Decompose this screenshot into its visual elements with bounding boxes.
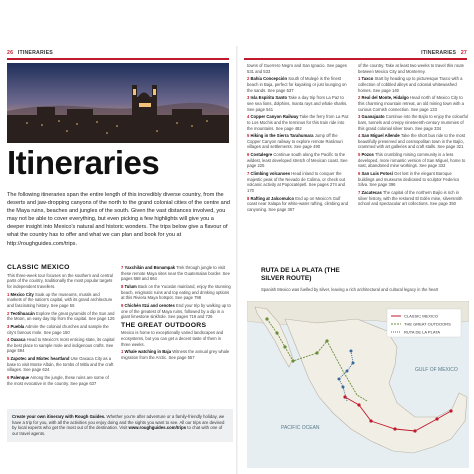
map-label-gulf: GULF OF MEXICO [415, 367, 458, 373]
itinerary-item: 7 Yaxchilán and Bonampak Trek through jungle to visit these remote Maya sites near the Guatemalan border. See pages 668 and 664 [121, 265, 230, 282]
itinerary-item: 3 Isla Espíritu Santo Take a day trip from La Paz to see sea lions, dolphins, manta rays and whale sharks. See page 541 [247, 95, 348, 112]
page-number-left: 26 [7, 50, 14, 56]
running-head-right: ITINERARIES [421, 50, 457, 56]
itinerary-item: 4 San Miguel Allende Take the short bus ride to the most beautifully preserved and cosmopolitan town in the Bajío, crammed with art galleries and craft stalls. See page 321 [358, 133, 466, 150]
itinerary-item: 9 Chichén Itzá and cenotes End your trip by walking up to one of the greatest of Maya ruins, followed by a dip in a giant limestone sinkhole. See pages 719 and 726 [121, 302, 231, 320]
itinerary-map [247, 301, 469, 468]
note-body: Whether you're after adventure or a family-friendly holiday, we have a trip for you, with all the activities you enjoy doing and the sights you want to see. All our trips are devised by local experts who get the most out of the destination. Visit [12, 414, 225, 431]
silver-route-intro: Spanish Mexico was fuelled by silver, leaving a rich architectural and cultural legacy in the heart [261, 287, 439, 292]
itinerary-item: 6 Palenque Among the jungle, these ruins are some of the most evocative in the country. See page 637 [7, 375, 109, 386]
itinerary-item: 3 Puebla Admire the colonial churches and sample the city's famous mole. See page 150 [7, 323, 109, 335]
legend-silver: RUTA DE LA PLATA [404, 329, 441, 335]
itinerary-item: 2 Real del Monte, Hidalgo Head north of Mexico City to this charming mountain retreat, an old mining town with a curious Cornish connection. See page 133 [358, 95, 464, 112]
running-head-left: ITINERARIES [17, 50, 53, 56]
header-right [421, 50, 467, 56]
page-title: Itineraries [7, 144, 160, 181]
classic-mexico-column [7, 265, 115, 389]
itinerary-item: 5 Zapotec and Mixtec heartland Use Oaxaca City as a base to visit Monte Albán, the tombs of Mitla and the craft villages. See page 624 [7, 356, 114, 373]
silver-route-column [358, 63, 468, 209]
outdoors-continued-column [247, 63, 351, 215]
itinerary-item: 2 Bahía Concepción South of Mulegé is the finest beach in Baja, perfect for kayaking or just lounging on the sands. See page 537 [247, 76, 347, 93]
itinerary-item: 8 Tulum Back on the Yucatán mainland, enjoy the stunning beach, enigmatic ruins and top eating and drinking options at this Riviera Maya hotspot. See page 798 [121, 283, 231, 301]
city-dusk-image [7, 63, 229, 143]
legend-classic: CLASSIC MEXICO [404, 313, 439, 319]
itinerary-item: 4 Copper Canyon Railway Take the ferry from La Paz to Los Mochis and the terminus for this train ride into the mountains. See page 462 [247, 114, 349, 131]
map-label-pacific: PACIFIC OCEAN [281, 425, 320, 431]
itinerary-item: 6 San Luis Potosí Get lost in the elegant Baroque buildings and museums dedicated to sculptor Federico Silva. See page 396 [358, 171, 460, 188]
itinerary-item: of the country. Take at least two weeks to travel this route between Mexico City and Monterrey. [358, 63, 464, 74]
header-rule-left [7, 58, 229, 60]
note-tail: to chat with one of our travel agents. [12, 425, 223, 437]
middle-column [121, 265, 231, 363]
itinerary-item: 4 Oaxaca Head to Mexico's most enticing state, its capital the best place to sample mole and indigenous crafts. See page 594 [7, 337, 115, 354]
great-outdoors-lead: Mexico is home to exceptionally varied landscapes and ecosystems, but you can get a decent taste of them in three weeks. [121, 330, 224, 347]
classic-mexico-heading: CLASSIC MEXICO [7, 264, 70, 271]
itinerary-item: 1 Taxco Start by heading up to picturesque Taxco with a collection of cobbled alleys and colonial whitewashed homes. See page 140 [358, 76, 463, 93]
itinerary-item: 7 Zacatecas The capital of the northern Bajío is rich in silver history, with the restored El Edén mine, silversmith school and spectacular art collections. See page 350 [358, 190, 463, 207]
itinerary-item: towns of Guerrero Negro and San Ignacio. See pages 531 and 533 [247, 63, 347, 74]
header-left [7, 50, 53, 56]
note-headline: Create your own itinerary with Rough Guides. [12, 414, 106, 419]
itinerary-item: 5 Pozos This crumbling mining community is a less developed, more romantic version of San Miguel, home to vast, abandoned mine workings. See page 333 [358, 152, 466, 169]
city-photo [7, 63, 229, 143]
book-gutter [236, 46, 238, 474]
rough-guides-note [7, 409, 233, 442]
legend-outdoors: THE GREAT OUTDOORS [404, 321, 451, 327]
itinerary-item: 1 Mexico City Soak up the museums, murals and markets of the nation's capital, with its grand architecture and fascinating history. See page 56 [7, 291, 113, 308]
header-rule-right [244, 58, 467, 60]
silver-route-heading: RUTA DE LA PLATA (THE SILVER ROUTE) [261, 267, 340, 282]
itinerary-item: 8 Rafting at Jalcomulco End up on Mexico's Gulf coast near Xalapa for white-water rafting, climbing and canyoning. See page 367 [247, 195, 349, 212]
itinerary-item: 7 Climbing volcanoes Head inland to conquer the majestic peak of the Nevado de Colima, or check out volcanic activity at Popocatépetl. See pages 274 and 170 [247, 171, 346, 193]
page-number-right: 27 [460, 50, 467, 56]
itinerary-item: 3 Guanajuato Continue into the Bajío to enjoy the colourful bars, tunnels and creepy nineteenth-century mummies of this grand colonial silver town. See page 334 [358, 114, 468, 131]
note-link[interactable]: www.roughguides.com/trips [128, 425, 187, 431]
classic-mexico-lead: This three-week tour focuses on the southern and central parts of the country, traditionally the most popular targets for independent travellers. [7, 272, 113, 289]
itinerary-item: 6 Costalegre Continue south along the Pacific to the wildest, least developed stretch of Mexican coast. See page 225 [247, 152, 348, 169]
great-outdoors-heading: THE GREAT OUTDOORS [121, 321, 207, 329]
intro-paragraph: The following itineraries span the entire length of this incredibly diverse country, from the deserts and jaw-dropping canyons of the north to the grand colonial cities of the centre and the Maya ruins, beaches and jungles of the south. Given the vast distances involved, you may not be able to cover everything, but even picking a few highlights will give you a deeper insight into Mexico's natural and historic wonders. The trips below give a flavour of what the country has to offer and what we can plan and book for you at http://roughguides.com/trips. [7, 192, 230, 247]
itinerary-item: 1 Whale watching in Baja Witness the annual grey whale migration from the Arctic. See page 557 [121, 349, 230, 360]
itinerary-item: 5 Hiking in the Sierra Tarahumara Jump off the Copper Canyon railway to explore remote Rarámuri villages and settlements. See page 490 [247, 133, 343, 150]
itinerary-item: 2 Teotihuacán Explore the great pyramids of the Sun and the Moon, an easy day trip from the capital. See page 126 [7, 310, 115, 322]
